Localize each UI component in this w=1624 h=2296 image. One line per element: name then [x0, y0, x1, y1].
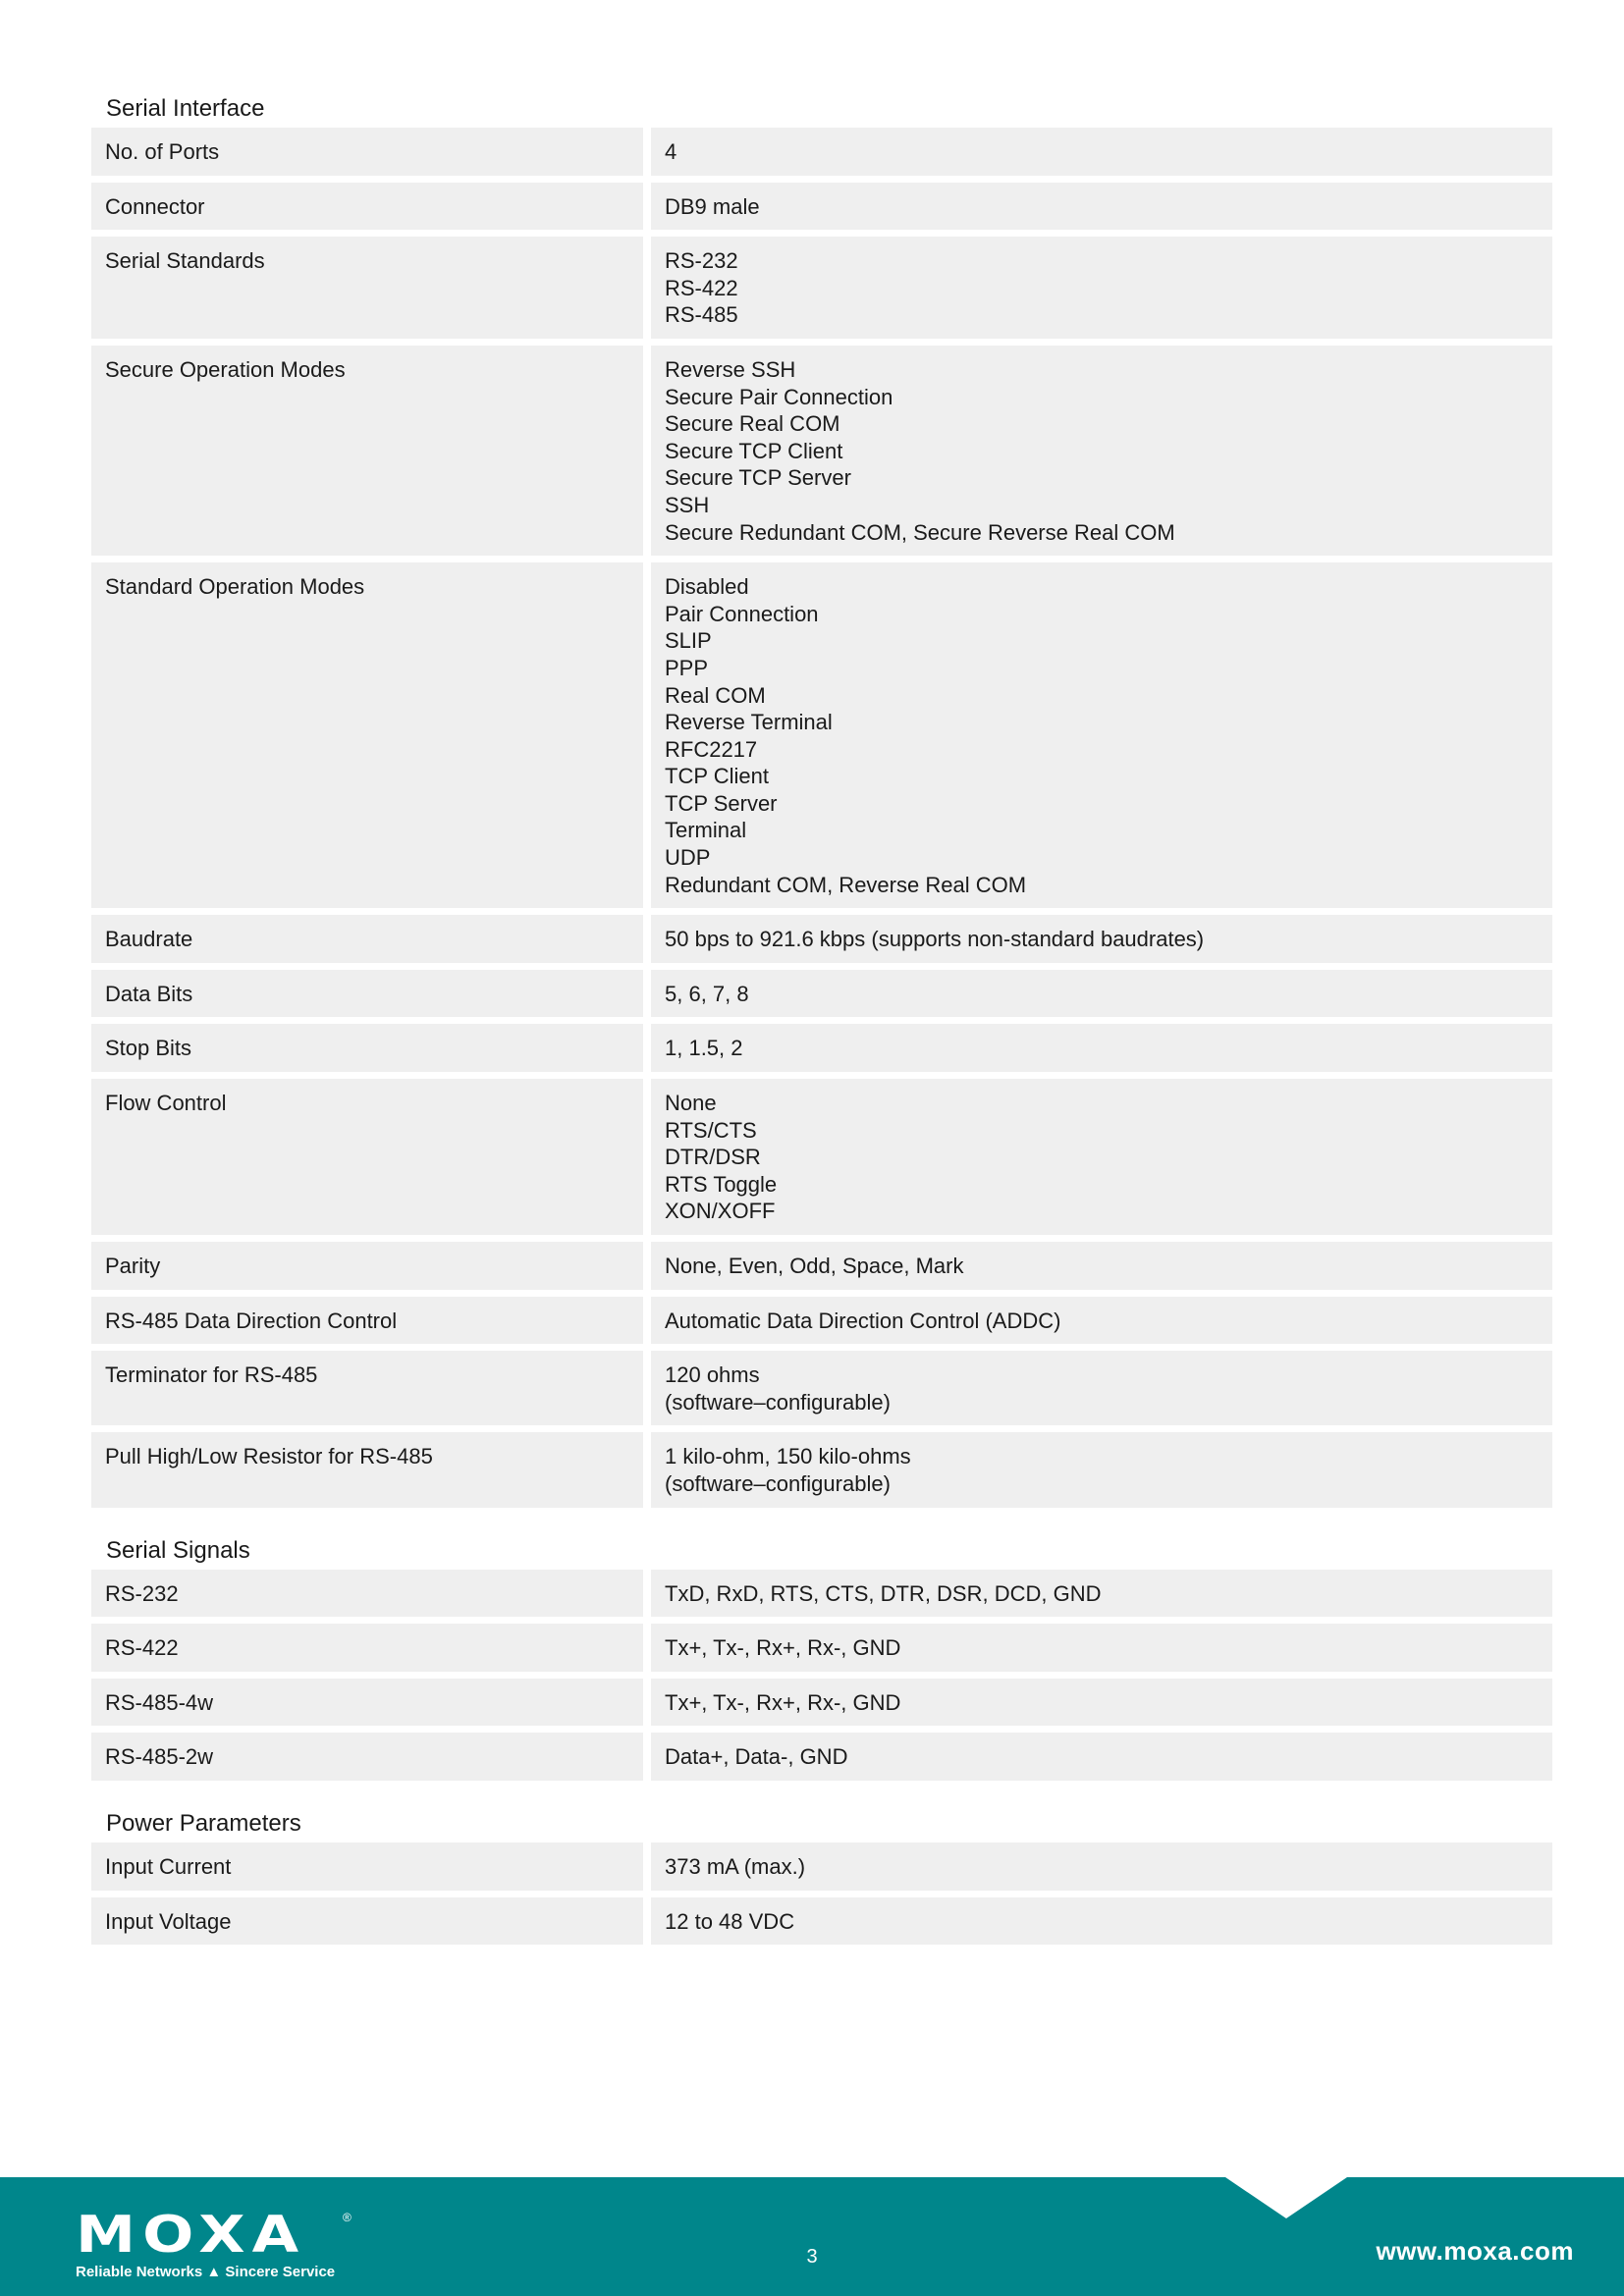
- table-row: [91, 1897, 1552, 1946]
- spec-value: [651, 1733, 1552, 1781]
- table-row: [91, 1351, 1552, 1425]
- table-row: [91, 1297, 1552, 1345]
- spec-value: [651, 183, 1552, 231]
- value-line: RTS/CTS: [665, 1117, 757, 1143]
- value-line: Secure Real COM: [665, 411, 840, 437]
- value-line: XON/XOFF: [665, 1199, 776, 1224]
- spec-table-power-parameters: [91, 1842, 1552, 1945]
- table-row: [91, 1842, 1552, 1891]
- section-title-serial-interface: Serial Interface: [106, 95, 265, 122]
- value-line: Data+, Data-, GND: [665, 1744, 848, 1770]
- spec-value: [651, 1079, 1552, 1235]
- table-row: [91, 915, 1552, 963]
- spec-value: [651, 1242, 1552, 1290]
- spec-value: [651, 970, 1552, 1018]
- table-row: [91, 1624, 1552, 1672]
- spec-label: Input Current: [91, 1842, 643, 1891]
- value-line: RFC2217: [665, 736, 758, 762]
- value-line: Terminal: [665, 818, 747, 843]
- spec-label: Baudrate: [91, 915, 643, 963]
- value-line: SSH: [665, 492, 710, 517]
- spec-label: RS-232: [91, 1570, 643, 1618]
- spec-table-serial-interface: [91, 128, 1552, 1508]
- spec-label: Input Voltage: [91, 1897, 643, 1946]
- value-line: Secure TCP Server: [665, 465, 851, 491]
- value-line: DTR/DSR: [665, 1145, 761, 1170]
- value-line: Secure Pair Connection: [665, 384, 893, 409]
- value-line: 1, 1.5, 2: [665, 1036, 743, 1061]
- logo-tagline: Reliable Networks ▲ Sincere Service: [76, 2264, 336, 2280]
- spec-label: Serial Standards: [91, 237, 643, 339]
- table-row: [91, 970, 1552, 1018]
- logo-wordmark: MOXA: [76, 2206, 306, 2265]
- value-line: SLIP: [665, 628, 712, 654]
- spec-label: Data Bits: [91, 970, 643, 1018]
- spec-value: [651, 1897, 1552, 1946]
- value-line: (software–configurable): [665, 1470, 891, 1496]
- section-title-power-parameters: Power Parameters: [106, 1809, 301, 1837]
- spec-content: [91, 94, 1552, 1951]
- value-line: 5, 6, 7, 8: [665, 981, 749, 1006]
- section-title-serial-signals: Serial Signals: [106, 1536, 250, 1564]
- value-line: Tx+, Tx-, Rx+, Rx-, GND: [665, 1635, 901, 1661]
- spec-value: [651, 1024, 1552, 1072]
- value-line: Tx+, Tx-, Rx+, Rx-, GND: [665, 1689, 901, 1715]
- spec-value: [651, 915, 1552, 963]
- value-line: None: [665, 1091, 717, 1116]
- spec-value: [651, 562, 1552, 908]
- value-line: (software–configurable): [665, 1389, 891, 1415]
- spec-table-serial-signals: [91, 1570, 1552, 1781]
- value-line: 4: [665, 139, 677, 164]
- spec-label: Terminator for RS-485: [91, 1351, 643, 1425]
- value-line: RS-422: [665, 275, 738, 300]
- value-line: 50 bps to 921.6 kbps (supports non-standard baudrates): [665, 927, 1205, 952]
- value-line: RS-232: [665, 248, 738, 274]
- value-line: Reverse Terminal: [665, 710, 833, 735]
- value-line: Redundant COM, Reverse Real COM: [665, 872, 1027, 897]
- registered-mark: ®: [343, 2211, 352, 2224]
- table-row: [91, 1242, 1552, 1290]
- value-line: DB9 male: [665, 193, 760, 219]
- value-line: Automatic Data Direction Control (ADDC): [665, 1308, 1061, 1333]
- spec-value: [651, 1679, 1552, 1727]
- spec-label: Standard Operation Modes: [91, 562, 643, 908]
- spec-label: No. of Ports: [91, 128, 643, 176]
- table-row: [91, 1679, 1552, 1727]
- value-line: RTS Toggle: [665, 1171, 778, 1197]
- spec-label: RS-485-2w: [91, 1733, 643, 1781]
- value-line: TCP Client: [665, 764, 769, 789]
- spec-value: [651, 237, 1552, 339]
- value-line: 373 mA (max.): [665, 1853, 806, 1879]
- value-line: TCP Server: [665, 790, 778, 816]
- website-link[interactable]: www.moxa.com: [1376, 2236, 1574, 2266]
- table-row: [91, 128, 1552, 176]
- table-row: [91, 1024, 1552, 1072]
- spec-value: [651, 1432, 1552, 1507]
- spec-value: [651, 128, 1552, 176]
- spec-value: [651, 346, 1552, 556]
- spec-label: Pull High/Low Resistor for RS-485: [91, 1432, 643, 1507]
- spec-value: [651, 1297, 1552, 1345]
- table-row: [91, 237, 1552, 339]
- table-row: [91, 562, 1552, 908]
- page-footer: [0, 2177, 1624, 2296]
- spec-label: Parity: [91, 1242, 643, 1290]
- value-line: Real COM: [665, 682, 766, 708]
- table-row: [91, 1733, 1552, 1781]
- value-line: 1 kilo-ohm, 150 kilo-ohms: [665, 1444, 911, 1469]
- footer-notch: [1225, 2177, 1347, 2218]
- table-row: [91, 1079, 1552, 1235]
- spec-value: [651, 1624, 1552, 1672]
- value-line: PPP: [665, 655, 709, 680]
- spec-value: [651, 1842, 1552, 1891]
- value-line: 120 ohms: [665, 1362, 760, 1388]
- spec-label: RS-422: [91, 1624, 643, 1672]
- spec-label: Secure Operation Modes: [91, 346, 643, 556]
- spec-value: [651, 1570, 1552, 1618]
- value-line: 12 to 48 VDC: [665, 1908, 795, 1934]
- spec-label: Stop Bits: [91, 1024, 643, 1072]
- spec-label: RS-485 Data Direction Control: [91, 1297, 643, 1345]
- table-row: [91, 183, 1552, 231]
- table-row: [91, 346, 1552, 556]
- value-line: TxD, RxD, RTS, CTS, DTR, DSR, DCD, GND: [665, 1580, 1102, 1606]
- spec-label: Connector: [91, 183, 643, 231]
- value-line: RS-485: [665, 302, 738, 328]
- spec-value: [651, 1351, 1552, 1425]
- value-line: Secure Redundant COM, Secure Reverse Real COM: [665, 519, 1175, 545]
- spec-label: RS-485-4w: [91, 1679, 643, 1727]
- page-number: 3: [806, 2246, 818, 2268]
- value-line: Pair Connection: [665, 601, 819, 626]
- table-row: [91, 1570, 1552, 1618]
- table-row: [91, 1432, 1552, 1507]
- value-line: None, Even, Odd, Space, Mark: [665, 1254, 964, 1278]
- value-line: Secure TCP Client: [665, 438, 843, 463]
- value-line: Reverse SSH: [665, 356, 796, 382]
- spec-label: Flow Control: [91, 1079, 643, 1235]
- value-line: Disabled: [665, 574, 749, 600]
- value-line: UDP: [665, 845, 711, 871]
